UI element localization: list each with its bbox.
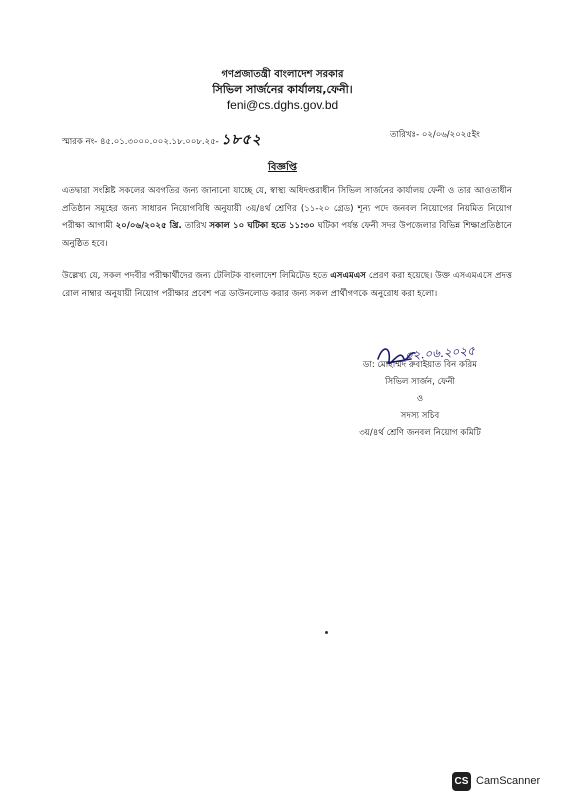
notice-title: বিজ্ঞপ্তি (267, 162, 298, 173)
scan-speck (325, 631, 328, 634)
p2-text-1: উল্লেখ্য যে, সকল পদবীর পরীক্ষার্থীদের জন্য টেলিটক বাংলাদেশ লিমিটেড হতে (62, 271, 328, 281)
memo-date: তারিখঃ- ০২/০৬/২০২৫ইং (390, 130, 480, 140)
signatory-committee: ৩য়/৪র্থ শ্রেণি জনবল নিয়োগ কমিটি (359, 428, 481, 438)
office-title: সিভিল সার্জনের কার্যালয়,ফেনী। (212, 83, 353, 96)
notice-paragraph-2 (62, 268, 512, 303)
signatory-and: ও (416, 394, 424, 404)
signature-handwritten-date: ০২.০৬.২০২৫ (404, 343, 476, 363)
memo-handwritten-number: ১৮৫২ (221, 132, 262, 148)
signatory-role: সদস্য সচিব (400, 411, 440, 421)
camscanner-logo-icon: CS (452, 772, 471, 791)
p2-sms: এসএমএস (330, 271, 366, 281)
signatory-designation: সিভিল সার্জন, ফেনী (385, 377, 455, 387)
camscanner-label: CamScanner (476, 775, 541, 787)
office-email: feni@cs.dghs.gov.bd (226, 98, 339, 112)
signatory-name: ডা: মোহাম্মদ রুবাইয়াত বিন করিম (363, 360, 477, 370)
p2-text-2: প্রেরণ করা হয়েছে। উক্ত এসএমএসে প্রদত্ত রোল নাম্বার অনুযায়ী নিয়োগ পরীক্ষার প্রবেশ পত্র ডাউনলোড করার জন্য সকল প্রার্থীগণকে অনুরোধ করা হলো। (62, 271, 513, 299)
notice-paragraph-1 (62, 183, 512, 253)
p1-text-3: ঘটিকা পর্যন্ত ফেনী সদর উপজেলার বিভিন্ন শিক্ষাপ্রতিষ্ঠানে অনুষ্ঠিত হবে। (62, 221, 513, 249)
government-title: গণপ্রজাতন্ত্রী বাংলাদেশ সরকার (221, 69, 344, 80)
memo-number (62, 128, 262, 152)
p1-exam-date: ২০/০৬/২০২৫ খ্রি. (115, 221, 182, 231)
memo-number-text: স্মারক নং- ৪৫.০১.৩০০০.০০২.১৮.০০৮.২৫- (62, 137, 219, 147)
p1-text-2: তারিখ (184, 221, 207, 231)
p1-text-1: এতদ্বারা সংশ্লিষ্ট সকলের অবগতির জন্য জানানো যাচ্ছে যে, স্বাস্থ্য অধিদপ্তরাধীন সিভিল সার্জনের কার্যালয় ফেনী ও তার আওতাধীন প্রতিষ্ঠান সমূহের জন্য সাধারন নিয়োগবিধি অনুযায়ী ৩য়/৪র্থ শ্রেণির (১১-২০ গ্রেড) শূন্য পদে জনবল নিয়োগের নিয়মিত নিয়োগ পরীক্ষা আগামী (62, 186, 512, 231)
p1-exam-time: সকাল ১০ ঘটিকা হতে ১১:৩০ (209, 221, 315, 231)
camscanner-watermark (452, 770, 540, 792)
